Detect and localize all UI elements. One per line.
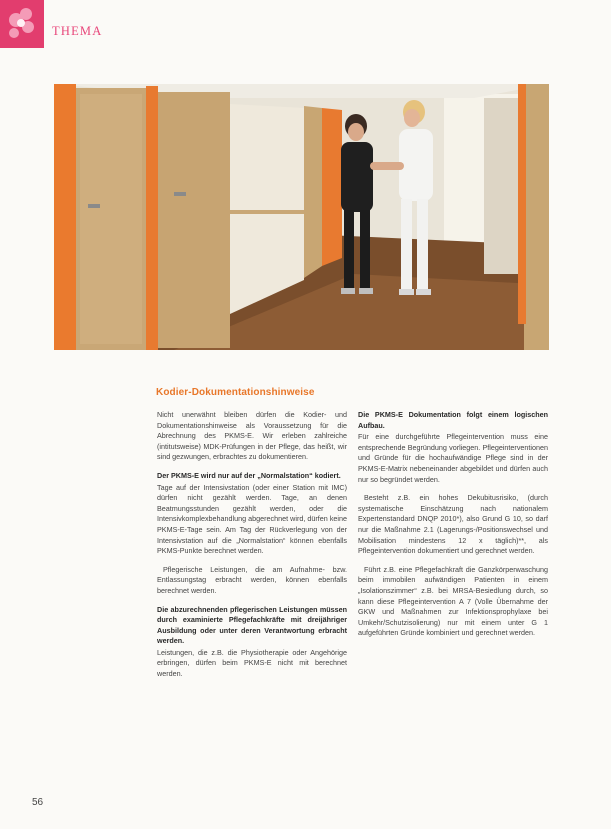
paragraph-subhead: Die PKMS-E Dokumentation folgt einem logischen Aufbau. <box>358 410 548 430</box>
article-left-column <box>157 410 347 688</box>
paragraph-subhead: Die abzurechnenden pflegerischen Leistungen müssen durch examinierte Pflegefachkräfte mit dreijähriger Ausbildung oder unter deren Verantwortung erbracht werden. <box>157 604 347 646</box>
article-right-column <box>358 410 548 647</box>
article-heading: Kodier-Dokumentationshinweise <box>156 387 315 398</box>
paragraph: Führt z.B. eine Pflegefachkraft die Ganzkörperwaschung beim immobilen aufwändigen Patienten in einem „Isolationszimmer“ z.B. bei MRSA-Besiedlung durch, so kann diese Pflegeintervention A 7 (Volle Übernahme der GKW und Maßnahmen zur Infektionsprophylaxe bei Umkehr/Schutzisolierung) nur mit einem unter G 1 aufgeführten Gründe kombiniert und gerechnet werden. <box>358 564 548 638</box>
section-label: THEMA <box>52 24 103 38</box>
paragraph-subhead: Der PKMS-E wird nur auf der „Normalstation“ kodiert. <box>157 470 341 480</box>
flower-logo-icon <box>0 0 44 48</box>
paragraph: Tage auf der Intensivstation (oder einer Station mit IMC) dürfen nicht gezählt werden. Tage, an denen Beatmungsstunden gezählt werden, oder die Intensivkomplexbehandlung abgerechnet wird, dürfen keine PKMS-E-Tage sein. Am Tag der Rückverlegung von der Intensivstation auf die „Normalstation“ können ebenfalls PKMS-Punkte berechnet werden. <box>157 482 347 556</box>
paragraph: Leistungen, die z.B. die Physiotherapie oder Angehörige erbringen, dürfen beim PKMS-E nicht mit berechnet werden. <box>157 647 347 679</box>
page-number: 56 <box>32 797 44 808</box>
paragraph: Pflegerische Leistungen, die am Aufnahme- bzw. Entlassungstag erbracht werden, können ebenfalls berechnet werden. <box>157 564 347 595</box>
hospital-corridor-photo <box>54 84 549 350</box>
paragraph: Nicht unerwähnt bleiben dürfen die Kodier- und Dokumentationshinweise als Voraussetzung für die Abrechnung des PKMS-E. Wir erleben zahlreiche (intitutsweise) MDK-Prüfungen in der Pflege, das heißt, wir sind gezwungen, erbrachtes zu dokumentieren. <box>157 410 347 462</box>
paragraph: Für eine durchgeführte Pflegeintervention muss eine entsprechende Begründung vorliegen. Pflegeinterventionen und Gründe für die hochaufwändige Pflege sind in der PKMS-E-Matrix nebeneinander abgebildet und dürfen auch nur so begründet werden. <box>358 432 548 484</box>
paragraph: Besteht z.B. ein hohes Dekubitusrisiko, (durch systematische Einschätzung nach nationalem Expertenstandard DNQP 2010*), also Grund G 10, so darf nur die Maßnahme 2.1 (Lagerungs-/Positionswechsel und Mobilisation mindestens 12 x täglich)**, als Pflegeintervention dokumentiert und gerechnet werden. <box>358 493 548 556</box>
